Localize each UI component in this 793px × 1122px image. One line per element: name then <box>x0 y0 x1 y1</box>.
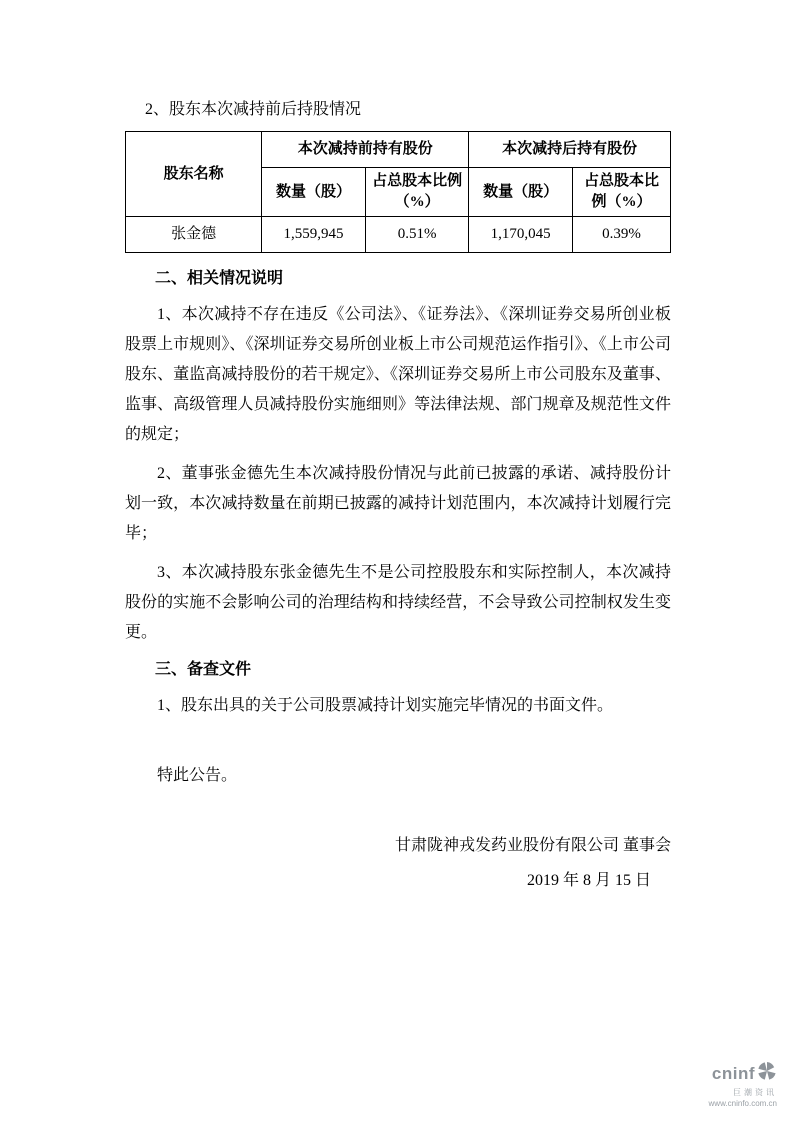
section-heading-backup-files: 三、备查文件 <box>155 661 252 678</box>
cell-after-quantity: 1,170,045 <box>469 217 573 253</box>
header-after-reduction-group: 本次减持后持有股份 <box>469 132 671 168</box>
signature-company-board: 甘肃陇神戎发药业股份有限公司 董事会 <box>394 837 671 854</box>
signature-date: 2019 年 8 月 15 日 <box>526 872 651 889</box>
header-before-quantity: 数量（股） <box>262 168 366 217</box>
cell-before-quantity: 1,559,945 <box>262 217 366 253</box>
table-header-group-row <box>126 132 671 168</box>
shareholding-table <box>125 131 671 253</box>
cninfo-watermark <box>709 1061 777 1108</box>
header-after-quantity: 数量（股） <box>469 168 573 217</box>
header-before-reduction-group: 本次减持前持有股份 <box>262 132 469 168</box>
document-content <box>125 98 671 894</box>
header-shareholder-name: 股东名称 <box>126 132 262 217</box>
cell-after-percent: 0.39% <box>572 217 670 253</box>
paragraph-plan-consistency: 2、董事张金德先生本次减持股份情况与此前已披露的承诺、减持股份计划一致，本次减持数量在前期已披露的减持计划范围内，本次减持计划履行完毕； <box>125 465 671 542</box>
header-before-percent: 占总股本比例（%） <box>365 168 469 217</box>
header-after-percent: 占总股本比例（%） <box>572 168 670 217</box>
cell-before-percent: 0.51% <box>365 217 469 253</box>
section-heading-related-info: 二、相关情况说明 <box>155 270 284 287</box>
paragraph-control-impact: 3、本次减持股东张金德先生不是公司控股股东和实际控制人，本次减持股份的实施不会影响公司的治理结构和持续经营，不会导致公司控制权发生变更。 <box>125 564 671 641</box>
cninfo-brand-url: www.cninfo.com.cn <box>708 1099 777 1108</box>
table-row <box>126 217 671 253</box>
cell-shareholder-name: 张金德 <box>126 217 262 253</box>
closing-statement: 特此公告。 <box>157 767 238 784</box>
cninfo-logo-text: cninf <box>711 1063 755 1083</box>
paragraph-compliance: 1、本次减持不存在违反《公司法》、《证券法》、《深圳证券交易所创业板股票上市规则》、《深圳证券交易所创业板上市公司规范运作指引》、《上市公司股东、董监高减持股份的若干规定》、《深圳证券交易所上市公司股东及董事、监事、高级管理人员减持股份实施细则》等法律法规、部门规章及规范性文件的规定； <box>125 306 671 443</box>
paragraph-backup-item: 1、股东出具的关于公司股票减持计划实施完毕情况的书面文件。 <box>157 697 614 714</box>
cninfo-pinwheel-icon <box>757 1061 777 1086</box>
table-section-title: 2、股东本次减持前后持股情况 <box>145 101 362 118</box>
cninfo-brand-chinese: 巨潮资讯 <box>733 1088 777 1097</box>
cninfo-logo <box>709 1061 777 1086</box>
